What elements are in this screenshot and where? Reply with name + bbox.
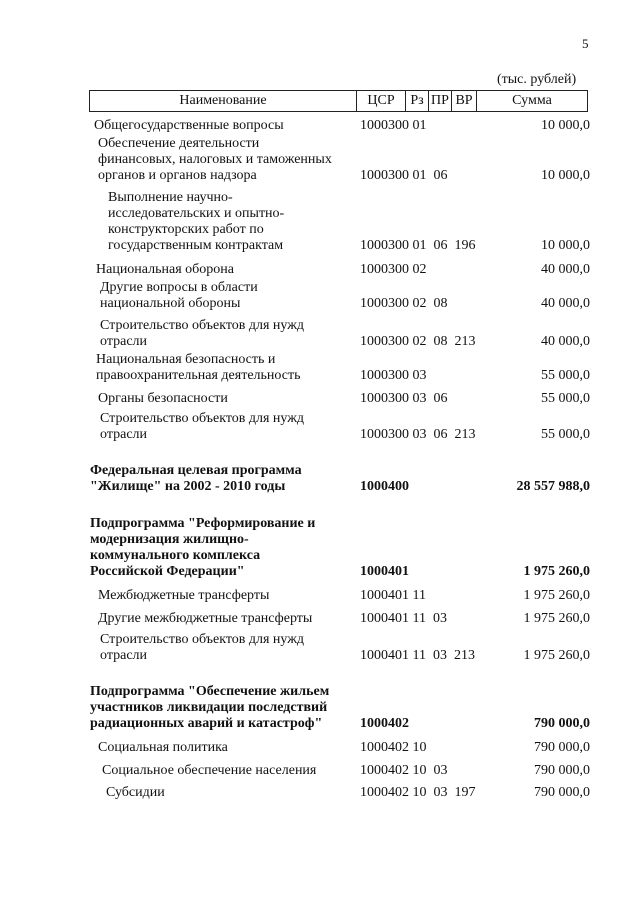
row-name-line: Другие межбюджетные трансферты	[98, 611, 313, 626]
row-sum: 790 000,0	[534, 740, 590, 755]
row-sum: 40 000,0	[541, 296, 590, 311]
row-name-line: Социальное обеспечение населения	[102, 763, 317, 778]
row-name-line: Обеспечение деятельности	[98, 136, 260, 151]
row-code: 1000300 03 06	[360, 391, 448, 406]
header-pr: ПР	[431, 93, 449, 108]
table-row	[90, 588, 590, 604]
row-sum: 55 000,0	[541, 368, 590, 383]
row-name-line: Подпрограмма "Реформирование и	[90, 516, 316, 531]
row-sum: 55 000,0	[541, 391, 590, 406]
header-vr: ВР	[455, 93, 473, 108]
row-code: 1000400	[360, 479, 409, 494]
row-sum: 1 975 260,0	[523, 648, 590, 663]
row-sum: 40 000,0	[541, 334, 590, 349]
row-name	[100, 411, 304, 443]
row-name	[98, 391, 228, 407]
row-name-line: радиационных аварий и катастроф"	[90, 716, 323, 731]
row-name	[98, 136, 332, 184]
row-name-line: Российской Федерации"	[90, 564, 245, 579]
row-name	[98, 588, 269, 604]
row-name-line: Строительство объектов для нужд	[100, 411, 305, 426]
table-row	[90, 280, 590, 312]
row-code: 1000402 10 03 197	[360, 785, 476, 800]
page-number: 5	[582, 36, 589, 51]
row-name-line: Национальная безопасность и	[96, 352, 276, 367]
table-row	[90, 318, 590, 350]
row-code: 1000401	[360, 564, 409, 579]
row-code: 1000402 10	[360, 740, 427, 755]
row-name-line: отрасли	[100, 427, 148, 442]
row-name-line: Строительство объектов для нужд	[100, 632, 305, 647]
row-name-line: Другие вопросы в области	[100, 280, 258, 295]
table-row	[90, 611, 590, 627]
row-sum: 40 000,0	[541, 262, 590, 277]
row-name-line: Строительство объектов для нужд	[100, 318, 305, 333]
row-name-line: Социальная политика	[98, 740, 228, 755]
row-name-line: конструкторских работ по	[108, 222, 264, 237]
row-code: 1000401 11 03 213	[360, 648, 475, 663]
row-sum: 28 557 988,0	[516, 479, 590, 494]
row-name	[98, 740, 228, 756]
row-name	[90, 684, 329, 732]
table-row	[90, 684, 590, 732]
table-row	[90, 740, 590, 756]
row-name-line: исследовательских и опытно-	[108, 206, 285, 221]
row-code: 1000300 03	[360, 368, 427, 383]
row-sum: 790 000,0	[534, 716, 590, 731]
row-name-line: Подпрограмма "Обеспечение жильем	[90, 684, 330, 699]
table-row	[90, 136, 590, 184]
row-sum: 1 975 260,0	[523, 588, 590, 603]
row-code: 1000300 02 08 213	[360, 334, 476, 349]
row-name-line: Национальная оборона	[96, 262, 234, 277]
row-code: 1000401 11	[360, 588, 426, 603]
row-name-line: национальной обороны	[100, 296, 241, 311]
table-row	[90, 516, 590, 580]
row-code: 1000300 01	[360, 118, 427, 133]
row-name-line: государственным контрактам	[108, 238, 284, 253]
row-name	[108, 190, 284, 254]
row-sum: 55 000,0	[541, 427, 590, 442]
row-name	[98, 611, 312, 627]
row-sum: 10 000,0	[541, 118, 590, 133]
row-name	[100, 280, 258, 312]
row-name	[96, 262, 234, 278]
row-code: 1000300 01 06 196	[360, 238, 476, 253]
row-name-line: коммунального комплекса	[90, 548, 261, 563]
table-row	[90, 763, 590, 779]
table-row	[90, 190, 590, 254]
row-name-line: модернизация жилищно-	[90, 532, 249, 547]
row-name-line: "Жилище" на 2002 - 2010 годы	[90, 479, 286, 494]
row-name-line: Межбюджетные трансферты	[98, 588, 270, 603]
row-code: 1000402 10 03	[360, 763, 448, 778]
row-name-line: Выполнение научно-	[108, 190, 233, 205]
row-name-line: отрасли	[100, 648, 148, 663]
row-name-line: Общегосударственные вопросы	[94, 118, 284, 133]
row-name-line: финансовых, налоговых и таможенных	[98, 152, 332, 167]
row-name-line: Федеральная целевая программа	[90, 463, 302, 478]
row-name-line: органов и органов надзора	[98, 168, 257, 183]
header-csr: ЦСР	[367, 93, 395, 108]
header-sum: Сумма	[512, 93, 552, 108]
row-name-line: Субсидии	[106, 785, 165, 800]
row-code: 1000300 01 06	[360, 168, 448, 183]
row-name	[90, 516, 315, 580]
row-name-line: участников ликвидации последствий	[90, 700, 328, 715]
row-name	[96, 352, 300, 384]
table-row	[90, 391, 590, 407]
row-sum: 1 975 260,0	[523, 611, 590, 626]
table-row	[90, 118, 590, 134]
row-code: 1000402	[360, 716, 409, 731]
row-name	[94, 118, 284, 134]
row-name	[102, 763, 316, 779]
row-sum: 10 000,0	[541, 238, 590, 253]
row-name	[100, 632, 304, 664]
units-label: (тыс. рублей)	[497, 72, 577, 87]
table-row	[90, 262, 590, 278]
table-row	[90, 411, 590, 443]
row-code: 1000300 02 08	[360, 296, 448, 311]
row-code: 1000401 11 03	[360, 611, 447, 626]
table-row	[90, 352, 590, 384]
row-name	[100, 318, 304, 350]
row-code: 1000300 03 06 213	[360, 427, 476, 442]
row-name-line: Органы безопасности	[98, 391, 228, 406]
row-sum: 790 000,0	[534, 785, 590, 800]
table-header	[89, 90, 588, 112]
row-code: 1000300 02	[360, 262, 427, 277]
table-row	[90, 785, 590, 801]
table-row	[90, 463, 590, 495]
header-rz: Рз	[410, 93, 424, 108]
row-sum: 10 000,0	[541, 168, 590, 183]
row-name-line: отрасли	[100, 334, 148, 349]
row-name	[90, 463, 302, 495]
row-sum: 1 975 260,0	[523, 564, 590, 579]
header-name: Наименование	[179, 93, 267, 108]
row-name	[106, 785, 165, 801]
row-sum: 790 000,0	[534, 763, 590, 778]
table-row	[90, 632, 590, 664]
row-name-line: правоохранительная деятельность	[96, 368, 301, 383]
